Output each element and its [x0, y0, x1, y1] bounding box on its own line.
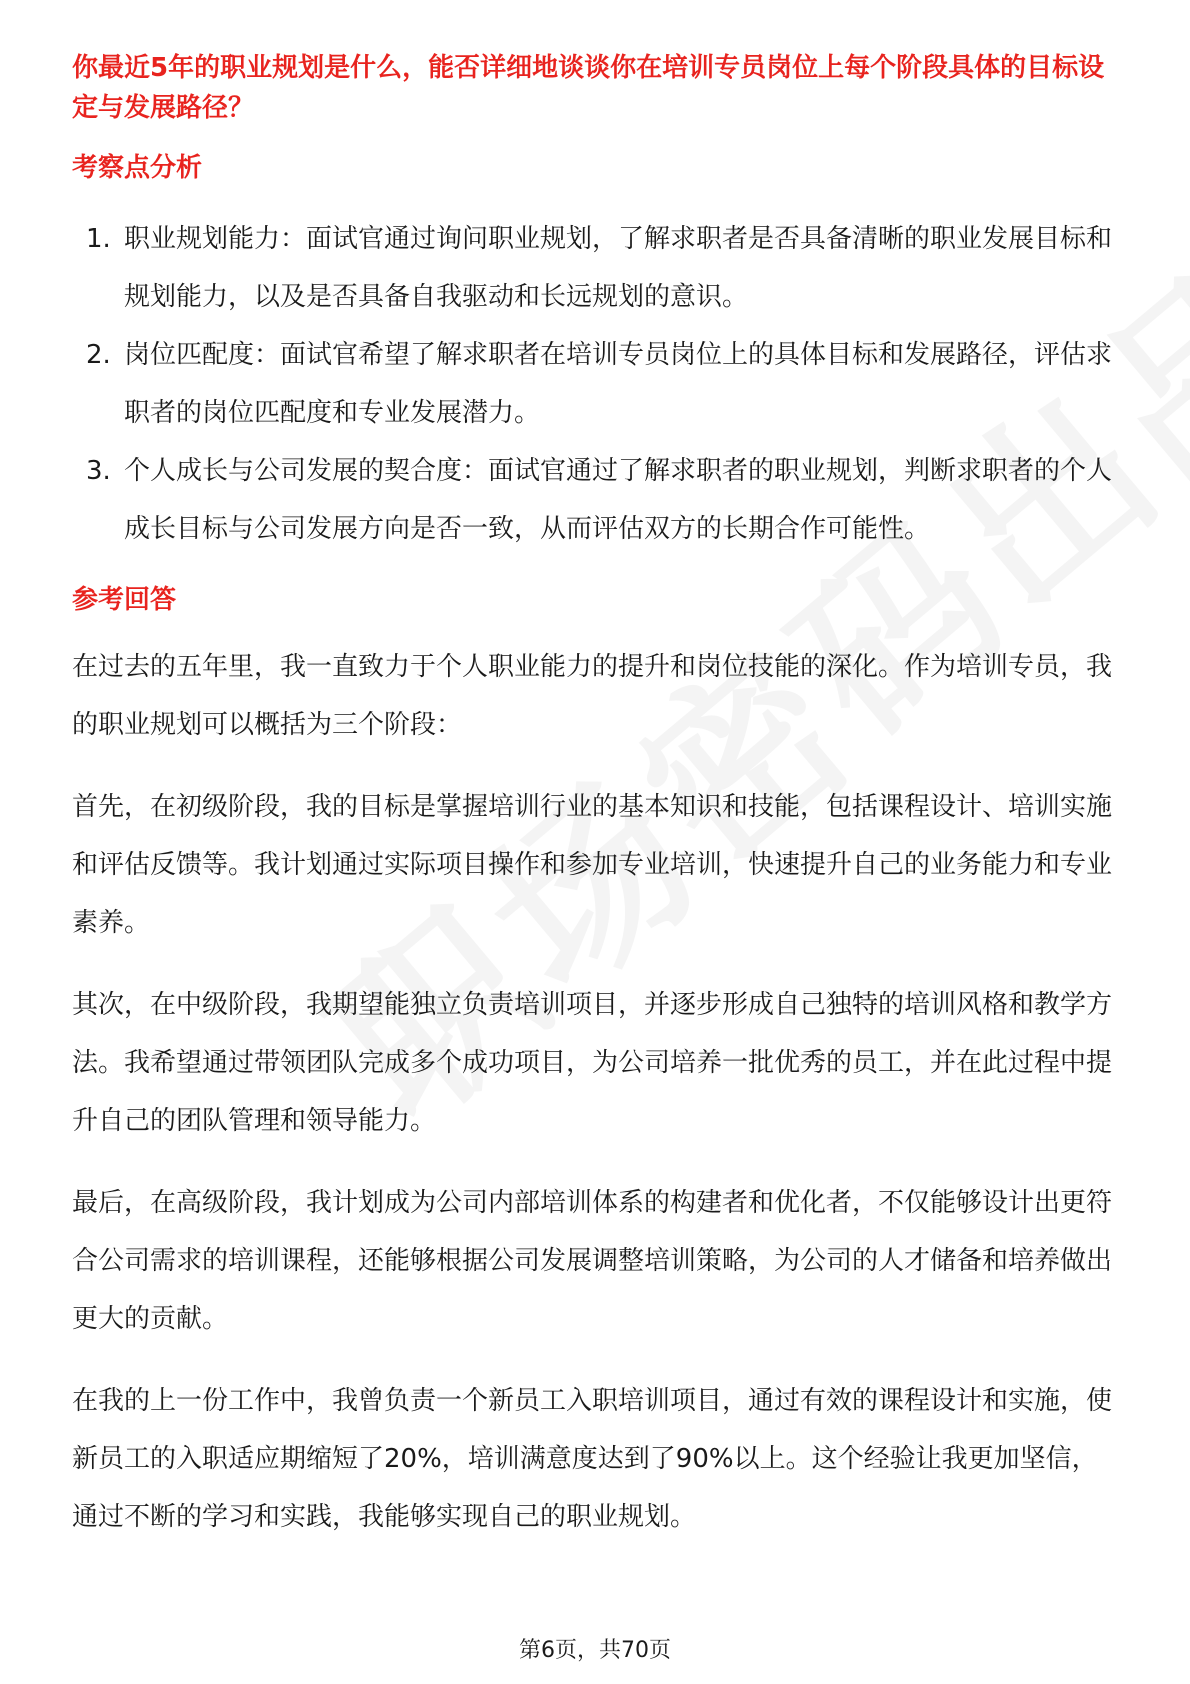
- page-footer: 第6页，共70页: [519, 1638, 671, 1663]
- point-number: 3.: [86, 456, 111, 486]
- question-title: 你最近5年的职业规划是什么，能否详细地谈谈你在培训专员岗位上每个阶段具体的目标设定与发展路径？: [72, 53, 1105, 123]
- analysis-point: [72, 210, 1118, 326]
- analysis-heading: 考察点分析: [72, 153, 203, 183]
- point-number: 1.: [86, 224, 111, 254]
- answer-heading: 参考回答: [72, 585, 177, 615]
- answer-paragraph: 最后，在高级阶段，我计划成为公司内部培训体系的构建者和优化者，不仅能够设计出更符合公司需求的培训课程，还能够根据公司发展调整培训策略，为公司的人才储备和培养做出更大的贡献。: [72, 1188, 1113, 1334]
- point-text: 个人成长与公司发展的契合度：面试官通过了解求职者的职业规划，判断求职者的个人成长目标与公司发展方向是否一致，从而评估双方的长期合作可能性。: [124, 456, 1113, 544]
- point-text: 岗位匹配度：面试官希望了解求职者在培训专员岗位上的具体目标和发展路径，评估求职者的岗位匹配度和专业发展潜力。: [124, 340, 1113, 428]
- analysis-point: [72, 442, 1118, 558]
- point-number: 2.: [86, 340, 111, 370]
- answer-paragraph: 在我的上一份工作中，我曾负责一个新员工入职培训项目，通过有效的课程设计和实施，使新员工的入职适应期缩短了20%，培训满意度达到了90%以上。这个经验让我更加坚信，通过不断的学习和实践，我能够实现自己的职业规划。: [72, 1386, 1113, 1532]
- analysis-point: [72, 326, 1118, 442]
- document-page: [72, 48, 1118, 1546]
- answer-paragraph: 在过去的五年里，我一直致力于个人职业能力的提升和岗位技能的深化。作为培训专员，我的职业规划可以概括为三个阶段：: [72, 652, 1113, 740]
- answer-paragraph: 首先，在初级阶段，我的目标是掌握培训行业的基本知识和技能，包括课程设计、培训实施和评估反馈等。我计划通过实际项目操作和参加专业培训，快速提升自己的业务能力和专业素养。: [72, 792, 1113, 938]
- point-text: 职业规划能力：面试官通过询问职业规划，了解求职者是否具备清晰的职业发展目标和规划能力，以及是否具备自我驱动和长远规划的意识。: [124, 224, 1113, 312]
- answer-paragraph: 其次，在中级阶段，我期望能独立负责培训项目，并逐步形成自己独特的培训风格和教学方法。我希望通过带领团队完成多个成功项目，为公司培养一批优秀的员工，并在此过程中提升自己的团队管理和领导能力。: [72, 990, 1113, 1136]
- analysis-point-list: [72, 210, 1118, 558]
